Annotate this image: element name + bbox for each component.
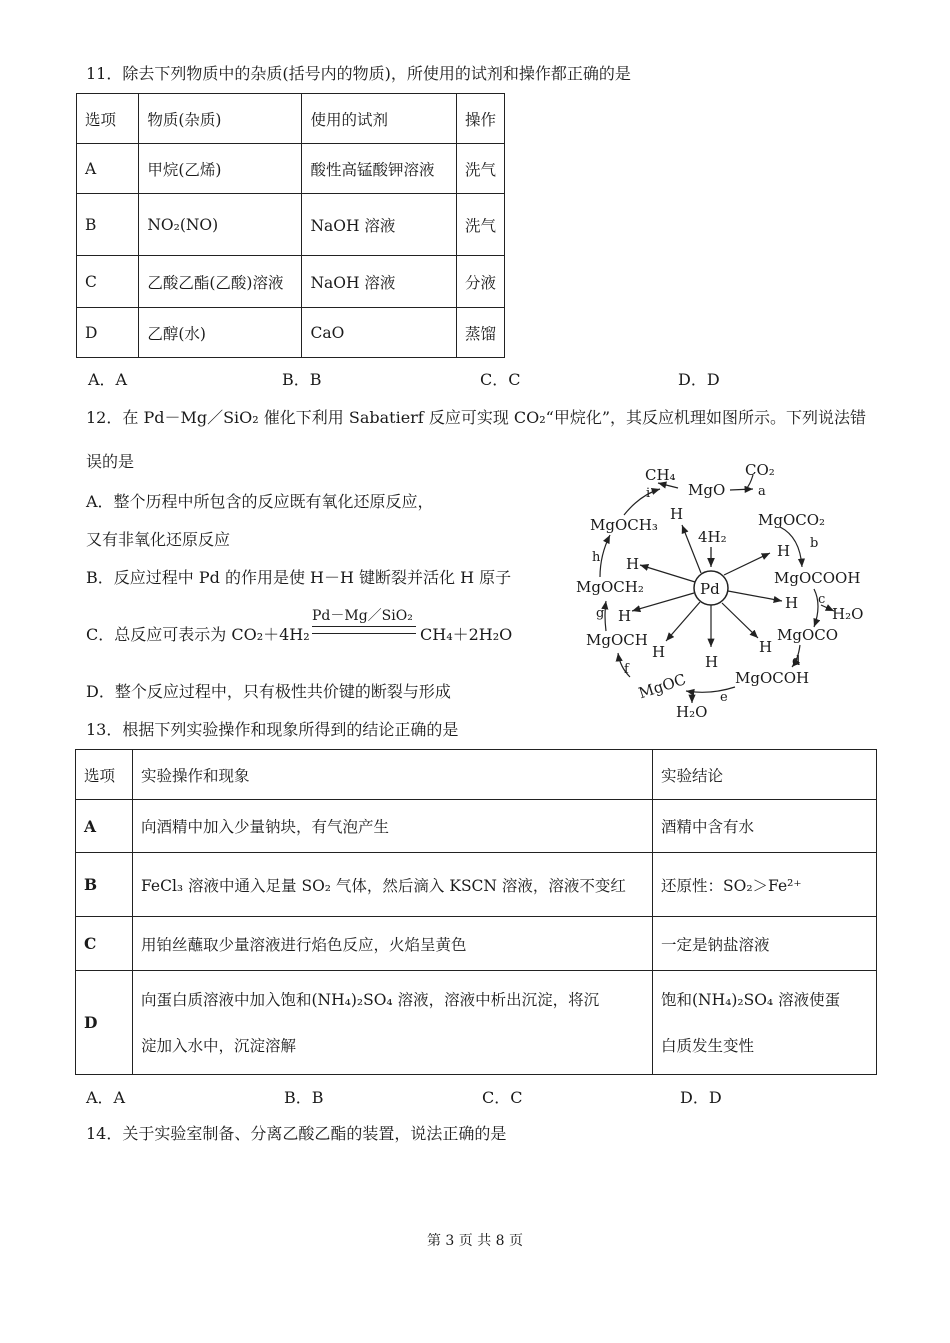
h-atom: H: [759, 638, 773, 656]
species-mgoch3: MgOCH₃: [590, 516, 658, 534]
table-row: [77, 256, 505, 308]
header-conclusion: 实验结论: [653, 750, 877, 800]
header-reagent: 使用的试剂: [302, 94, 457, 144]
choice-c[interactable]: C．C: [482, 1088, 523, 1107]
cell-reagent: NaOH 溶液: [302, 256, 457, 308]
cell-reagent: 酸性高锰酸钾溶液: [302, 144, 457, 194]
species-h2o-bottom: H₂O: [676, 703, 708, 721]
table-row: [76, 917, 877, 971]
cell-conclusion-line1: 饱和(NH₄)₂SO₄ 溶液使蛋: [661, 990, 841, 1009]
species-mgoco2: MgOCO₂: [758, 511, 826, 529]
cell-operation: 用铂丝蘸取少量溶液进行焰色反应，火焰呈黄色: [133, 917, 653, 971]
table-row: [76, 800, 877, 853]
cell-reagent: NaOH 溶液: [302, 194, 457, 256]
q12-stem-line2: 误的是: [86, 452, 135, 471]
q12-option-b: B．反应过程中 Pd 的作用是使 H－H 键断裂并活化 H 原子: [86, 568, 512, 587]
cell-conclusion: 还原性：SO₂＞Fe²⁺: [653, 853, 877, 917]
q13-stem: 13．根据下列实验操作和现象所得到的结论正确的是: [86, 720, 459, 739]
cell-operation: 分液: [456, 256, 504, 308]
choice-a[interactable]: A．A: [88, 370, 128, 389]
h-atom: H: [785, 594, 799, 612]
q12-option-a-line2: 又有非氧化还原反应: [86, 530, 231, 549]
q13-table: [75, 749, 877, 1075]
header-operation: 操作: [456, 94, 504, 144]
step-c: c: [818, 592, 826, 607]
cell-operation: 向酒精中加入少量钠块，有气泡产生: [133, 800, 653, 853]
species-mgoch2: MgOCH₂: [576, 578, 644, 596]
cell-conclusion: 酒精中含有水: [653, 800, 877, 853]
species-mgocoh: MgOCOH: [735, 669, 810, 687]
h-atom: H: [705, 653, 719, 671]
cell-option: A: [77, 144, 139, 194]
table-row: [77, 144, 505, 194]
cell-substance: 乙酸乙酯(乙酸)溶液: [139, 256, 302, 308]
h-atom: H: [626, 555, 640, 573]
cell-option: D: [76, 971, 133, 1075]
q11-table: [76, 93, 505, 358]
pd-label: Pd: [700, 580, 720, 598]
cell-operation: [133, 971, 653, 1075]
cell-operation: FeCl₃ 溶液中通入足量 SO₂ 气体，然后滴入 KSCN 溶液，溶液不变红: [133, 853, 653, 917]
table-row: [77, 308, 505, 358]
q12-option-c-lhs: C．总反应可表示为 CO₂＋4H₂: [86, 625, 310, 644]
cell-option: C: [77, 256, 139, 308]
cell-operation-line1: 向蛋白质溶液中加入饱和(NH₄)₂SO₄ 溶液，溶液中析出沉淀，将沉: [141, 990, 600, 1009]
q12-option-a-line1: A．整个历程中所包含的反应既有氧化还原反应，: [86, 492, 434, 511]
header-option: 选项: [76, 750, 133, 800]
q12-equals-sign: [312, 626, 416, 634]
cell-conclusion: [653, 971, 877, 1075]
choice-c[interactable]: C．C: [480, 370, 521, 389]
species-ch4: CH₄: [645, 466, 676, 484]
table-header-row: [77, 94, 505, 144]
cell-option: B: [76, 853, 133, 917]
header-operation: 实验操作和现象: [133, 750, 653, 800]
species-mgo: MgO: [688, 481, 726, 499]
q12-stem-line1: 12．在 Pd－Mg／SiO₂ 催化下利用 Sabatierf 反应可实现 CO₂“甲烷化”，其反应机理如图所示。下列说法错: [86, 408, 867, 427]
table-row: [77, 194, 505, 256]
cell-option: D: [77, 308, 139, 358]
species-mgoc: MgOC: [636, 670, 689, 703]
table-header-row: [76, 750, 877, 800]
step-e: e: [720, 690, 728, 705]
step-g: g: [596, 606, 605, 621]
h-atom: H: [652, 643, 666, 661]
species-mgocooh: MgOCOOH: [774, 569, 861, 587]
h-atom: H: [670, 505, 684, 523]
cell-substance: 乙醇(水): [139, 308, 302, 358]
species-co2: CO₂: [745, 461, 775, 479]
cell-option: B: [77, 194, 139, 256]
q12-mechanism-diagram: [570, 455, 880, 725]
q12-option-c-rhs: CH₄＋2H₂O: [420, 625, 513, 644]
cell-operation-line2: 淀加入水中，沉淀溶解: [141, 1036, 297, 1055]
q14-stem: 14．关于实验室制备、分离乙酸乙酯的装置，说法正确的是: [86, 1124, 507, 1143]
choice-a[interactable]: A．A: [86, 1088, 126, 1107]
step-d: d: [792, 654, 801, 669]
cell-substance: NO₂(NO): [139, 194, 302, 256]
step-f: f: [624, 662, 629, 677]
choice-b[interactable]: B．B: [284, 1088, 324, 1107]
table-row: [76, 971, 877, 1075]
choice-b[interactable]: B．B: [282, 370, 322, 389]
step-a: a: [758, 484, 766, 499]
cell-conclusion: 一定是钠盐溶液: [653, 917, 877, 971]
species-mgoco: MgOCO: [777, 626, 839, 644]
step-b: b: [810, 536, 819, 551]
step-h: h: [592, 550, 601, 565]
h-atom: H: [777, 542, 791, 560]
cell-conclusion-line2: 白质发生变性: [661, 1036, 755, 1055]
page-footer: 第 3 页 共 8 页: [426, 1233, 524, 1249]
cell-reagent: CaO: [302, 308, 457, 358]
q12-option-c-catalyst: Pd－Mg／SiO₂: [312, 608, 413, 624]
species-mgoch: MgOCH: [586, 631, 648, 649]
species-h2o-right: H₂O: [832, 605, 864, 623]
header-option: 选项: [77, 94, 139, 144]
header-substance: 物质(杂质): [139, 94, 302, 144]
table-row: [76, 853, 877, 917]
cell-option: C: [76, 917, 133, 971]
step-i: i: [646, 486, 651, 501]
cell-substance: 甲烷(乙烯): [139, 144, 302, 194]
h-atom: H: [618, 607, 632, 625]
choice-d[interactable]: D．D: [678, 370, 720, 389]
cell-operation: 洗气: [456, 194, 504, 256]
cell-option: A: [76, 800, 133, 853]
choice-d[interactable]: D．D: [680, 1088, 722, 1107]
h2-label: 4H₂: [698, 528, 727, 546]
q12-option-d: D．整个反应过程中，只有极性共价键的断裂与形成: [86, 682, 451, 701]
cell-operation: 洗气: [456, 144, 504, 194]
q11-stem: 11．除去下列物质中的杂质(括号内的物质)，所使用的试剂和操作都正确的是: [86, 64, 631, 83]
cell-operation: 蒸馏: [456, 308, 504, 358]
